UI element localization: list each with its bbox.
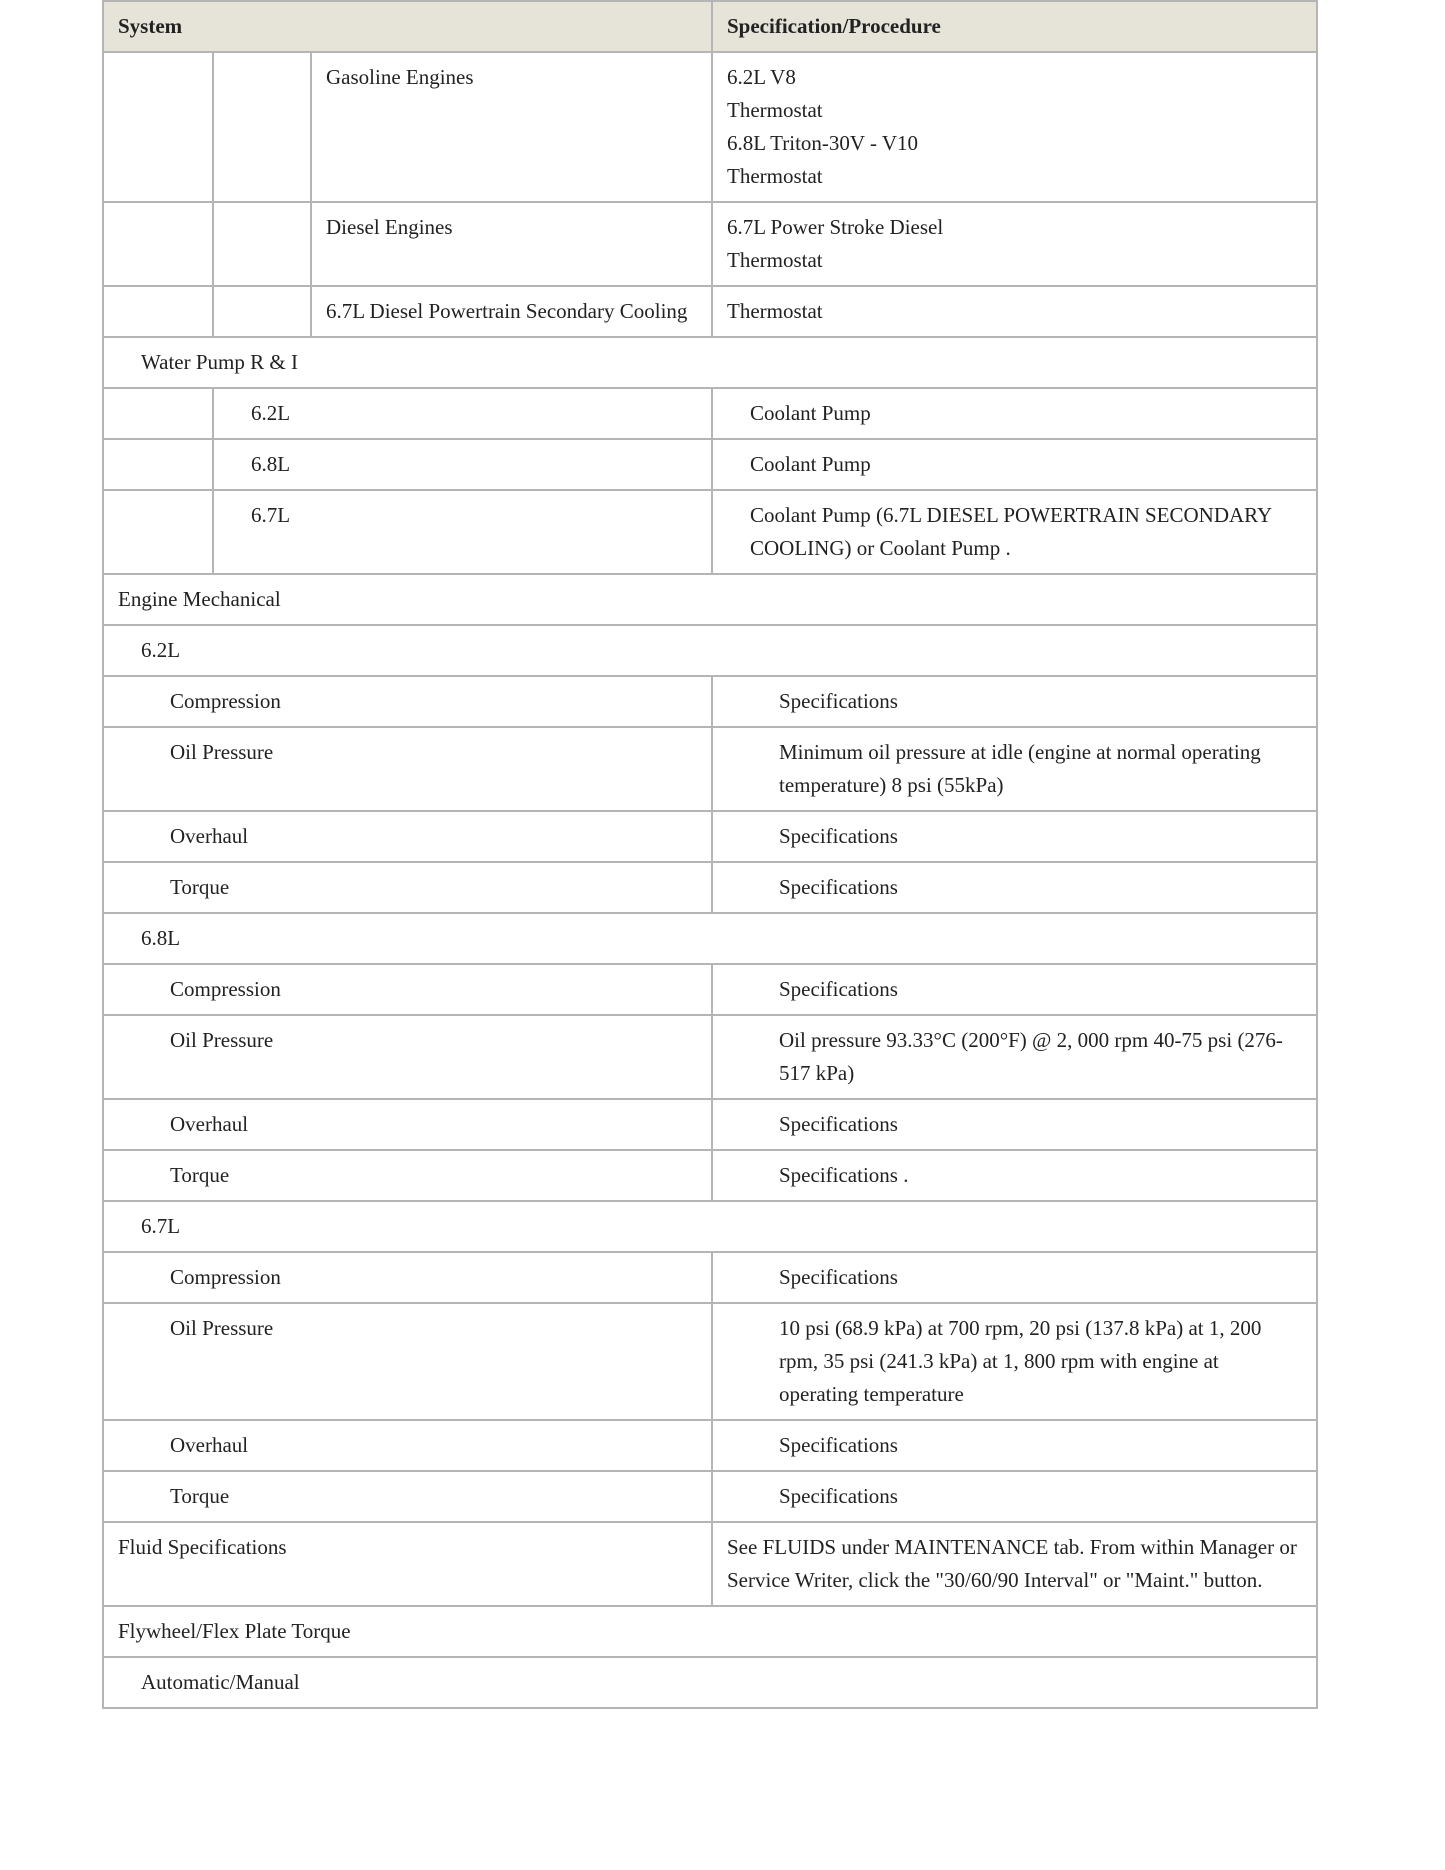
item-cell: Overhaul bbox=[103, 1420, 712, 1471]
table-row bbox=[103, 388, 1317, 439]
header-spec: Specification/Procedure bbox=[712, 1, 1317, 52]
empty-cell bbox=[103, 439, 213, 490]
spec-table bbox=[102, 0, 1318, 1709]
item-cell: Overhaul bbox=[103, 1099, 712, 1150]
section-row bbox=[103, 337, 1317, 388]
table-row bbox=[103, 1150, 1317, 1201]
spec-line: 6.2L V8 bbox=[727, 65, 796, 89]
table-row bbox=[103, 1303, 1317, 1420]
spec-cell: Specifications bbox=[712, 1252, 1317, 1303]
item-cell: Oil Pressure bbox=[103, 1015, 712, 1099]
system-cell: 6.7L Diesel Powertrain Secondary Cooling bbox=[311, 286, 712, 337]
spec-cell: Thermostat bbox=[712, 286, 1317, 337]
table-row bbox=[103, 964, 1317, 1015]
item-cell: Oil Pressure bbox=[103, 727, 712, 811]
table-row bbox=[103, 286, 1317, 337]
spec-cell: 10 psi (68.9 kPa) at 700 rpm, 20 psi (137.8 kPa) at 1, 200 rpm, 35 psi (241.3 kPa) at 1, 800 rpm with engine at operating temperature bbox=[712, 1303, 1317, 1420]
table-row bbox=[103, 202, 1317, 286]
item-cell: Torque bbox=[103, 862, 712, 913]
engine-heading: 6.7L bbox=[103, 1201, 1317, 1252]
table-row bbox=[103, 862, 1317, 913]
table-row bbox=[103, 1015, 1317, 1099]
empty-cell bbox=[103, 202, 213, 286]
fluid-spec: See FLUIDS under MAINTENANCE tab. From within Manager or Service Writer, click the "30/60/90 Interval" or "Maint." button. bbox=[712, 1522, 1317, 1606]
spec-cell: Specifications bbox=[712, 811, 1317, 862]
spec-cell: Specifications bbox=[712, 964, 1317, 1015]
header-system: System bbox=[103, 1, 712, 52]
empty-cell bbox=[103, 388, 213, 439]
engine-cell: 6.2L bbox=[213, 388, 712, 439]
empty-cell bbox=[213, 202, 311, 286]
table-row bbox=[103, 490, 1317, 574]
spec-cell: Coolant Pump bbox=[712, 388, 1317, 439]
subsection-row bbox=[103, 913, 1317, 964]
spec-line: 6.7L Power Stroke Diesel bbox=[727, 215, 944, 239]
table-row bbox=[103, 1099, 1317, 1150]
spec-cell: Specifications bbox=[712, 1471, 1317, 1522]
engine-cell: 6.8L bbox=[213, 439, 712, 490]
system-cell: Gasoline Engines bbox=[311, 52, 712, 202]
spec-cell bbox=[712, 202, 1317, 286]
spec-cell: Oil pressure 93.33°C (200°F) @ 2, 000 rpm 40-75 psi (276-517 kPa) bbox=[712, 1015, 1317, 1099]
fluid-label: Fluid Specifications bbox=[103, 1522, 712, 1606]
section-row bbox=[103, 574, 1317, 625]
spec-cell: Minimum oil pressure at idle (engine at normal operating temperature) 8 psi (55kPa) bbox=[712, 727, 1317, 811]
item-cell: Torque bbox=[103, 1150, 712, 1201]
spec-cell: Coolant Pump bbox=[712, 439, 1317, 490]
flywheel-sub: Automatic/Manual bbox=[103, 1657, 1317, 1708]
table-row bbox=[103, 811, 1317, 862]
spec-cell: Specifications bbox=[712, 1099, 1317, 1150]
system-cell: Diesel Engines bbox=[311, 202, 712, 286]
empty-cell bbox=[213, 52, 311, 202]
table-row bbox=[103, 1420, 1317, 1471]
item-cell: Compression bbox=[103, 1252, 712, 1303]
item-cell: Oil Pressure bbox=[103, 1303, 712, 1420]
spec-cell: Coolant Pump (6.7L DIESEL POWERTRAIN SECONDARY COOLING) or Coolant Pump . bbox=[712, 490, 1317, 574]
spec-cell: Specifications bbox=[712, 862, 1317, 913]
table-row bbox=[103, 1522, 1317, 1606]
subsection-row bbox=[103, 1657, 1317, 1708]
spec-line: 6.8L Triton-30V - V10 bbox=[727, 131, 918, 155]
spec-cell: Specifications bbox=[712, 676, 1317, 727]
spec-cell: Specifications bbox=[712, 1420, 1317, 1471]
item-cell: Compression bbox=[103, 964, 712, 1015]
item-cell: Torque bbox=[103, 1471, 712, 1522]
empty-cell bbox=[213, 286, 311, 337]
subsection-row bbox=[103, 1201, 1317, 1252]
engine-cell: 6.7L bbox=[213, 490, 712, 574]
spec-cell: Specifications . bbox=[712, 1150, 1317, 1201]
spec-line: Thermostat bbox=[727, 248, 823, 272]
table-row bbox=[103, 1471, 1317, 1522]
empty-cell bbox=[103, 286, 213, 337]
header-row bbox=[103, 1, 1317, 52]
empty-cell bbox=[103, 490, 213, 574]
flywheel-title: Flywheel/Flex Plate Torque bbox=[103, 1606, 1317, 1657]
table-row bbox=[103, 52, 1317, 202]
water-pump-title: Water Pump R & I bbox=[103, 337, 1317, 388]
engine-heading: 6.8L bbox=[103, 913, 1317, 964]
section-row bbox=[103, 1606, 1317, 1657]
empty-cell bbox=[103, 52, 213, 202]
spec-line: Thermostat bbox=[727, 98, 823, 122]
table-row bbox=[103, 439, 1317, 490]
table-row bbox=[103, 1252, 1317, 1303]
subsection-row bbox=[103, 625, 1317, 676]
item-cell: Overhaul bbox=[103, 811, 712, 862]
item-cell: Compression bbox=[103, 676, 712, 727]
spec-cell bbox=[712, 52, 1317, 202]
table-row bbox=[103, 676, 1317, 727]
engine-mechanical-title: Engine Mechanical bbox=[103, 574, 1317, 625]
engine-heading: 6.2L bbox=[103, 625, 1317, 676]
table-row bbox=[103, 727, 1317, 811]
spec-line: Thermostat bbox=[727, 164, 823, 188]
